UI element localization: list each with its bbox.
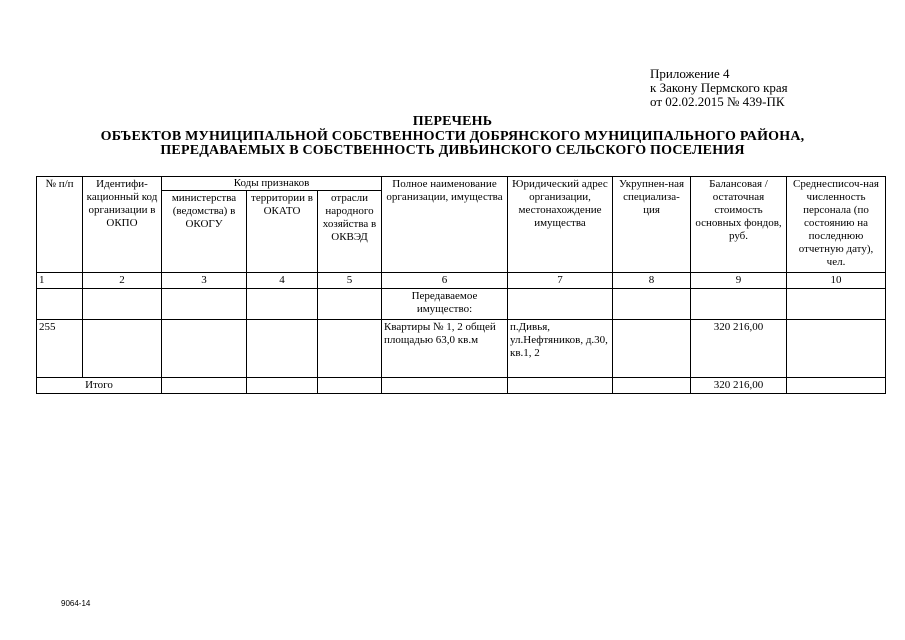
header-okato: территории в ОКАТО (247, 191, 318, 273)
header-specialization: Укрупнен-ная специализа-ция (613, 177, 691, 273)
appendix-line-2: к Закону Пермского края (650, 80, 788, 95)
row-address: п.Дивья, ул.Нефтяников, д.30, кв.1, 2 (508, 320, 613, 378)
header-okved: отрасли народного хозяйства в ОКВЭД (318, 191, 382, 273)
column-number: 1 (37, 273, 83, 289)
header-name: Полное наименование организации, имущества (382, 177, 508, 273)
column-number-row (37, 273, 886, 289)
document-title: ПЕРЕЧЕНЬ (412, 114, 493, 129)
subtitle-line-1: ОБЪЕКТОВ МУНИЦИПАЛЬНОЙ СОБСТВЕННОСТИ ДОБРЯНСКОГО МУНИЦИПАЛЬНОГО РАЙОНА, (100, 129, 805, 144)
total-balance: 320 216,00 (691, 378, 787, 394)
row-num: 255 (37, 320, 83, 378)
column-number: 3 (162, 273, 247, 289)
appendix-note (650, 67, 788, 109)
total-row (37, 378, 886, 394)
document-subtitle (0, 130, 905, 158)
header-okogu: министерства (ведомства) в ОКОГУ (162, 191, 247, 273)
document-code: 9064-14 (61, 599, 91, 608)
header-row-1 (37, 177, 886, 191)
column-number: 10 (787, 273, 886, 289)
column-number: 2 (83, 273, 162, 289)
total-label: Итого (37, 378, 162, 394)
row-name: Квартиры № 1, 2 общей площадью 63,0 кв.м (382, 320, 508, 378)
appendix-line-1: Приложение 4 (650, 66, 730, 81)
column-number: 6 (382, 273, 508, 289)
section-label: Передаваемое имущество: (382, 289, 508, 320)
header-address: Юридический адрес организации, местонахождение имущества (508, 177, 613, 273)
column-number: 7 (508, 273, 613, 289)
column-number: 5 (318, 273, 382, 289)
column-number: 9 (691, 273, 787, 289)
header-codes-group: Коды признаков (162, 177, 382, 191)
row-balance: 320 216,00 (691, 320, 787, 378)
header-staff: Среднесписоч-ная численность персонала (по состоянию на последнюю отчетную дату), чел. (787, 177, 886, 273)
column-number: 8 (613, 273, 691, 289)
property-register-table (36, 176, 886, 394)
subtitle-line-2: ПЕРЕДАВАЕМЫХ В СОБСТВЕННОСТЬ ДИВЬИНСКОГО СЕЛЬСКОГО ПОСЕЛЕНИЯ (160, 143, 745, 158)
header-okpo: Идентифи-кационный код организации в ОКПО (83, 177, 162, 273)
column-number: 4 (247, 273, 318, 289)
appendix-line-3: от 02.02.2015 № 439-ПК (650, 94, 785, 109)
header-balance: Балансовая / остаточная стоимость основных фондов, руб. (691, 177, 787, 273)
header-num: № п/п (37, 177, 83, 273)
section-row (37, 289, 886, 320)
table-row (37, 320, 886, 378)
